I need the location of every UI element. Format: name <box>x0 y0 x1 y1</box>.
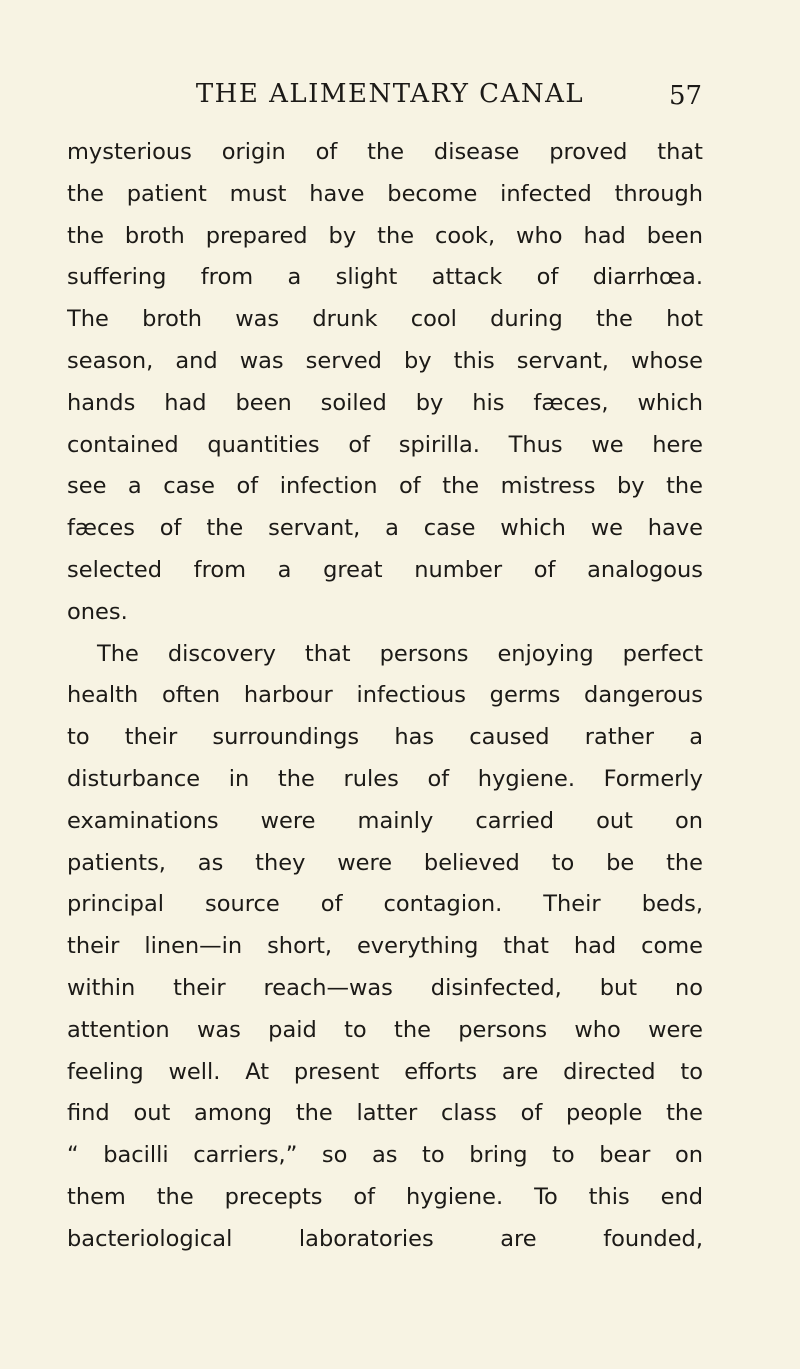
text-line: The broth was drunk cool during the hot <box>67 306 703 333</box>
page-number: 57 <box>669 81 703 111</box>
text-line: season, and was served by this servant, whose <box>67 347 703 374</box>
text-line: see a case of infection of the mistress by the <box>67 473 703 500</box>
text-line: the broth prepared by the cook, who had been <box>67 222 703 249</box>
text-line: suffering from a slight attack of diarrhœa. <box>67 264 703 291</box>
text-line: to their surroundings has caused rather a <box>67 724 703 751</box>
text-line: fæces of the servant, a case which we have <box>67 515 703 542</box>
text-line: contained quantities of spirilla. Thus we here <box>67 431 703 458</box>
body-text <box>67 132 703 1261</box>
running-head-title: THE ALIMENTARY CANAL <box>195 79 585 109</box>
text-line: health often harbour infectious germs dangerous <box>67 682 703 709</box>
paragraph-end-line: ones. <box>67 598 128 625</box>
text-line: within their reach—was disinfected, but no <box>67 974 703 1001</box>
text-line: them the precepts of hygiene. To this end <box>67 1183 703 1210</box>
text-line: mysterious origin of the disease proved that <box>67 139 703 165</box>
text-line: “ bacilli carriers,” so as to bring to bear on <box>67 1142 703 1169</box>
text-line: selected from a great number of analogous <box>67 556 703 583</box>
text-line: patients, as they were believed to be the <box>67 849 703 876</box>
text-line: bacteriological laboratories are founded, <box>67 1225 703 1252</box>
text-line: hands had been soiled by his fæces, which <box>67 389 703 416</box>
text-line: principal source of contagion. Their beds, <box>67 891 703 918</box>
text-line: feeling well. At present efforts are directed to <box>67 1058 703 1085</box>
text-line: their linen—in short, everything that had come <box>67 933 703 960</box>
paragraph-first-line: The discovery that persons enjoying perfect <box>97 640 703 667</box>
text-line: disturbance in the rules of hygiene. Formerly <box>67 765 703 792</box>
text-line: attention was paid to the persons who were <box>67 1016 703 1043</box>
text-line: examinations were mainly carried out on <box>67 807 703 834</box>
text-line: the patient must have become infected through <box>67 180 703 207</box>
text-line: find out among the latter class of people the <box>67 1100 703 1127</box>
